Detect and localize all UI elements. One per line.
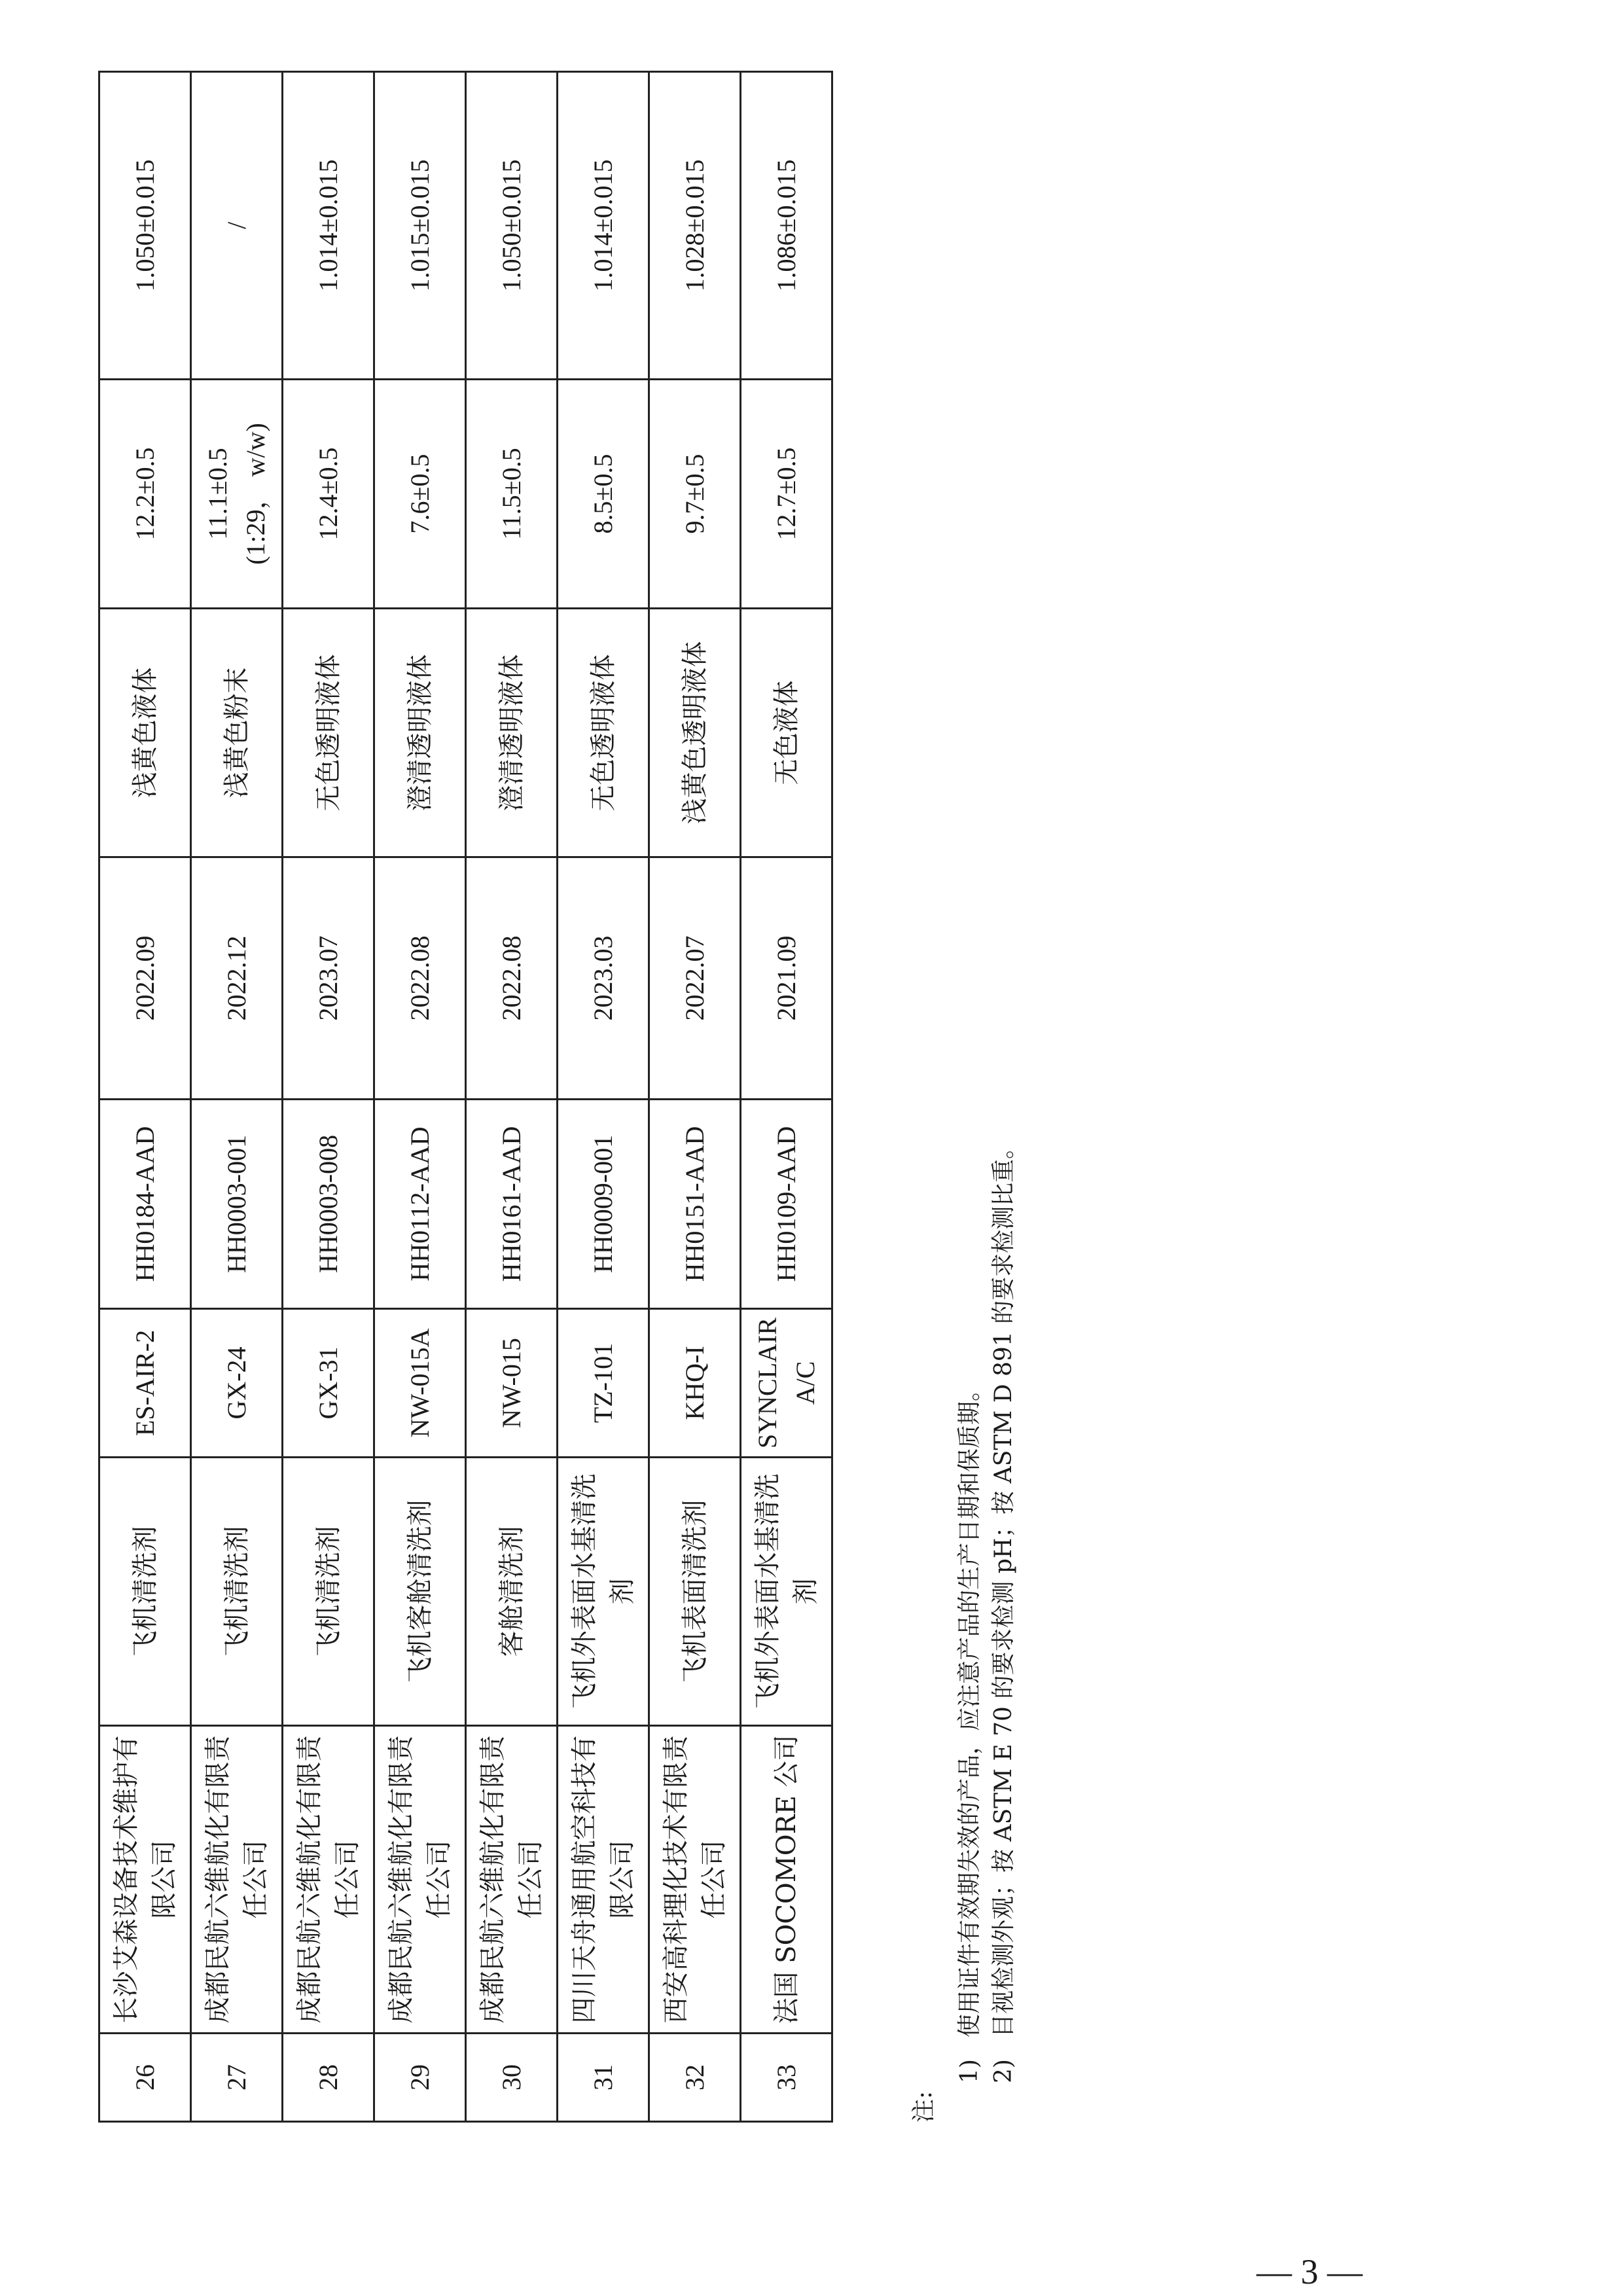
product-name-cell: 飞机清洗剂 bbox=[283, 1458, 374, 1726]
company-cell: 四川天舟通用航空科技有限公司 bbox=[558, 1726, 649, 2034]
appearance-cell: 浅黄色粉末 bbox=[191, 608, 283, 857]
expiry-cell: 2022.09 bbox=[99, 857, 191, 1099]
model-cell: NW-015 bbox=[466, 1308, 558, 1457]
ph-cell: 8.5±0.5 bbox=[558, 379, 649, 608]
company-cell: 成都民航六维航化有限责任公司 bbox=[374, 1726, 466, 2034]
notes-label: 注: bbox=[910, 2090, 937, 2123]
company-cell: 成都民航六维航化有限责任公司 bbox=[466, 1726, 558, 2034]
row-number: 26 bbox=[99, 2034, 191, 2122]
company-cell: 长沙艾森设备技术维护有限公司 bbox=[99, 1726, 191, 2034]
expiry-cell: 2022.07 bbox=[649, 857, 741, 1099]
appearance-cell: 浅黄色透明液体 bbox=[649, 608, 741, 857]
model-cell: NW-015A bbox=[374, 1308, 466, 1457]
appearance-cell: 澄清透明液体 bbox=[466, 608, 558, 857]
appearance-cell: 无色透明液体 bbox=[283, 608, 374, 857]
product-name-cell: 飞机清洗剂 bbox=[191, 1458, 283, 1726]
product-name-cell: 飞机客舱清洗剂 bbox=[374, 1458, 466, 1726]
expiry-cell: 2022.08 bbox=[466, 857, 558, 1099]
row-number: 30 bbox=[466, 2034, 558, 2122]
appearance-cell: 无色透明液体 bbox=[558, 608, 649, 857]
specific-gravity-cell: 1.015±0.015 bbox=[374, 71, 466, 379]
expiry-cell: 2022.08 bbox=[374, 857, 466, 1099]
table-row bbox=[466, 71, 558, 2121]
appearance-cell: 无色液体 bbox=[741, 608, 832, 857]
specific-gravity-cell: 1.014±0.015 bbox=[283, 71, 374, 379]
certificate-cell: HH0161-AAD bbox=[466, 1099, 558, 1308]
ph-cell: 12.7±0.5 bbox=[741, 379, 832, 608]
page-number: — 3 — bbox=[1257, 2252, 1363, 2291]
ph-cell: 11.5±0.5 bbox=[466, 379, 558, 608]
row-number: 31 bbox=[558, 2034, 649, 2122]
company-cell: 西安高科理化技术有限责任公司 bbox=[649, 1726, 741, 2034]
expiry-cell: 2023.03 bbox=[558, 857, 649, 1099]
model-cell: GX-31 bbox=[283, 1308, 374, 1457]
table-row bbox=[558, 71, 649, 2121]
expiry-cell: 2023.07 bbox=[283, 857, 374, 1099]
specific-gravity-cell: / bbox=[191, 71, 283, 379]
company-cell: 法国 SOCOMORE 公司 bbox=[741, 1726, 832, 2034]
company-cell: 成都民航六维航化有限责任公司 bbox=[191, 1726, 283, 2034]
row-number: 27 bbox=[191, 2034, 283, 2122]
certificate-cell: HH0003-001 bbox=[191, 1099, 283, 1308]
expiry-cell: 2022.12 bbox=[191, 857, 283, 1099]
specific-gravity-cell: 1.086±0.015 bbox=[741, 71, 832, 379]
row-number: 33 bbox=[741, 2034, 832, 2122]
specific-gravity-cell: 1.050±0.015 bbox=[466, 71, 558, 379]
ph-cell: 9.7±0.5 bbox=[649, 379, 741, 608]
appearance-cell: 浅黄色液体 bbox=[99, 608, 191, 857]
expiry-cell: 2021.09 bbox=[741, 857, 832, 1099]
product-name-cell: 飞机清洗剂 bbox=[99, 1458, 191, 1726]
specific-gravity-cell: 1.050±0.015 bbox=[99, 71, 191, 379]
table-row bbox=[374, 71, 466, 2121]
note-item bbox=[952, 1378, 988, 2083]
note-text: 使用证件有效期失效的产品，应注意产品的生产日期和保质期。 bbox=[956, 1377, 983, 2037]
product-name-cell: 飞机外表面水基清洗剂 bbox=[741, 1458, 832, 1726]
product-name-cell: 客舱清洗剂 bbox=[466, 1458, 558, 1726]
certificate-cell: HH0009-001 bbox=[558, 1099, 649, 1308]
model-cell: GX-24 bbox=[191, 1308, 283, 1457]
model-cell: TZ-101 bbox=[558, 1308, 649, 1457]
certificate-cell: HH0151-AAD bbox=[649, 1099, 741, 1308]
table-row bbox=[191, 71, 283, 2121]
model-cell: KHQ-I bbox=[649, 1308, 741, 1457]
table-row bbox=[649, 71, 741, 2121]
certificate-cell: HH0003-008 bbox=[283, 1099, 374, 1308]
product-name-cell: 飞机外表面水基清洗剂 bbox=[558, 1458, 649, 1726]
note-text: 目视检测外观；按 ASTM E 70 的要求检测 pH；按 ASTM D 891 的要求检测比重。 bbox=[990, 1135, 1017, 2037]
specific-gravity-cell: 1.014±0.015 bbox=[558, 71, 649, 379]
specific-gravity-cell: 1.028±0.015 bbox=[649, 71, 741, 379]
row-number: 29 bbox=[374, 2034, 466, 2122]
table-row bbox=[99, 71, 191, 2121]
ph-cell: 12.2±0.5 bbox=[99, 379, 191, 608]
appearance-cell: 澄清透明液体 bbox=[374, 608, 466, 857]
model-cell: SYNCLAIR A/C bbox=[741, 1308, 832, 1457]
row-number: 28 bbox=[283, 2034, 374, 2122]
row-number: 32 bbox=[649, 2034, 741, 2122]
note-marker: 2) bbox=[990, 2059, 1017, 2083]
certificate-cell: HH0112-AAD bbox=[374, 1099, 466, 1308]
ph-value: 11.1±0.5 bbox=[202, 448, 232, 540]
certificate-cell: HH0184-AAD bbox=[99, 1099, 191, 1308]
product-name-cell: 飞机表面清洗剂 bbox=[649, 1458, 741, 1726]
ph-cell: 12.4±0.5 bbox=[283, 379, 374, 608]
note-item bbox=[986, 1136, 1022, 2083]
company-cell: 成都民航六维航化有限责任公司 bbox=[283, 1726, 374, 2034]
product-table bbox=[98, 71, 833, 2123]
certificate-cell: HH0109-AAD bbox=[741, 1099, 832, 1308]
model-cell: ES-AIR-2 bbox=[99, 1308, 191, 1457]
ph-cell bbox=[191, 379, 283, 608]
ph-cell: 7.6±0.5 bbox=[374, 379, 466, 608]
table-row bbox=[283, 71, 374, 2121]
table-row bbox=[741, 71, 832, 2121]
note-marker: 1) bbox=[956, 2059, 983, 2083]
ph-dilution-note: (1:29， w/w) bbox=[240, 423, 270, 565]
